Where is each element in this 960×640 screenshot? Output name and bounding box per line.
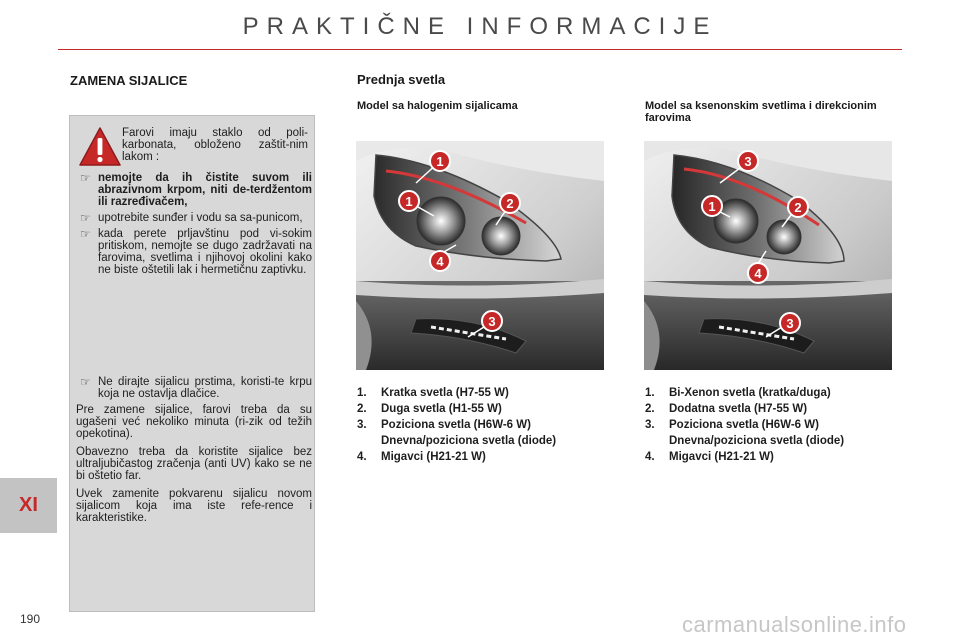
halogen-bulb-list [357, 387, 617, 467]
bulb-handling-list [76, 376, 312, 404]
chapter-number: XI [19, 494, 38, 516]
svg-text:1: 1 [436, 154, 444, 169]
list-item: 2. Dodatna svetla (H7-55 W) [645, 403, 808, 415]
svg-text:1: 1 [708, 199, 716, 214]
paragraph-switch-off: Pre zamene sijalice, farovi treba da su ugašeni već nekoliko minuta (ri-zik od težih opekotina). [76, 404, 312, 440]
page-title: PRAKTIČNE INFORMACIJE [242, 13, 718, 40]
list-item: ☞ Ne dirajte sijalicu prstima, koristi-te krpu koja ne ostavlja dlačice. [80, 375, 312, 400]
hand-pointer-icon: ☞ [80, 171, 91, 185]
list-item: 2. Duga svetla (H1-55 W) [357, 403, 502, 415]
list-item: 3. Poziciona svetla (H6W-6 W) [357, 419, 531, 431]
paragraph-anti-uv: Obavezno treba da koristite sijalice bez ultraljubičastog zračenja (anti UV) kako se ne bi oštetio far. [76, 446, 312, 482]
svg-text:4: 4 [436, 254, 444, 269]
care-instructions-list [76, 172, 312, 280]
svg-text:4: 4 [754, 266, 762, 281]
svg-text:2: 2 [794, 200, 802, 215]
svg-text:3: 3 [488, 314, 496, 329]
list-item: 4. Migavci (H21-21 W) [645, 451, 774, 463]
list-item: 3. Poziciona svetla (H6W-6 W) [645, 419, 819, 431]
list-item: 1. Kratka svetla (H7-55 W) [357, 387, 509, 399]
warning-box [69, 115, 315, 612]
list-item: 1. Bi-Xenon svetla (kratka/duga) [645, 387, 831, 399]
svg-text:2: 2 [506, 196, 514, 211]
xenon-headlamp-photo [644, 141, 892, 370]
hand-pointer-icon: ☞ [80, 227, 91, 241]
warning-triangle-icon [78, 126, 122, 168]
list-item: Dnevna/poziciona svetla (diode) [381, 435, 557, 447]
warning-intro: Farovi imaju staklo od poli-karbonata, obloženo zaštit-nim lakom : [122, 127, 308, 163]
page-number: 190 [20, 612, 41, 626]
list-item: Dnevna/poziciona svetla (diode) [669, 435, 845, 447]
svg-text:1: 1 [405, 194, 413, 209]
subheading-halogen: Model sa halogenim sijalicama [357, 100, 518, 112]
list-item: ☞ upotrebite sunđer i vodu sa sa-punicom, [80, 211, 303, 225]
section-heading-front-lights: Prednja svetla [357, 72, 446, 87]
halogen-headlamp-photo [356, 141, 604, 370]
svg-text:3: 3 [744, 154, 752, 169]
paragraph-same-reference: Uvek zamenite pokvarenu sijalicu novom sijalicom koja ima iste refe-rence i karakteristike. [76, 488, 312, 524]
hand-pointer-icon: ☞ [80, 375, 91, 389]
list-item: ☞ kada perete prljavštinu pod vi-sokim pritiskom, nemojte se dugo zadržavati na farovima, svetlima i njihovoj okolini kako ne biste oštetili lak i hermetičnu zaptivku. [80, 227, 312, 276]
title-divider [58, 49, 902, 50]
watermark: carmanualsonline.info [682, 612, 907, 637]
section-heading-bulb-replacement: ZAMENA SIJALICE [70, 73, 188, 88]
list-item: 4. Migavci (H21-21 W) [357, 451, 486, 463]
svg-text:3: 3 [786, 316, 794, 331]
subheading-xenon: Model sa ksenonskim svetlima i direkcionim farovima [645, 100, 877, 124]
list-item: ☞ nemojte da ih čistite suvom ili abrazivnom krpom, niti de-terdžentom ili razređivačem, [80, 171, 312, 208]
chapter-tab [0, 478, 57, 533]
hand-pointer-icon: ☞ [80, 211, 91, 225]
xenon-bulb-list [645, 387, 905, 467]
